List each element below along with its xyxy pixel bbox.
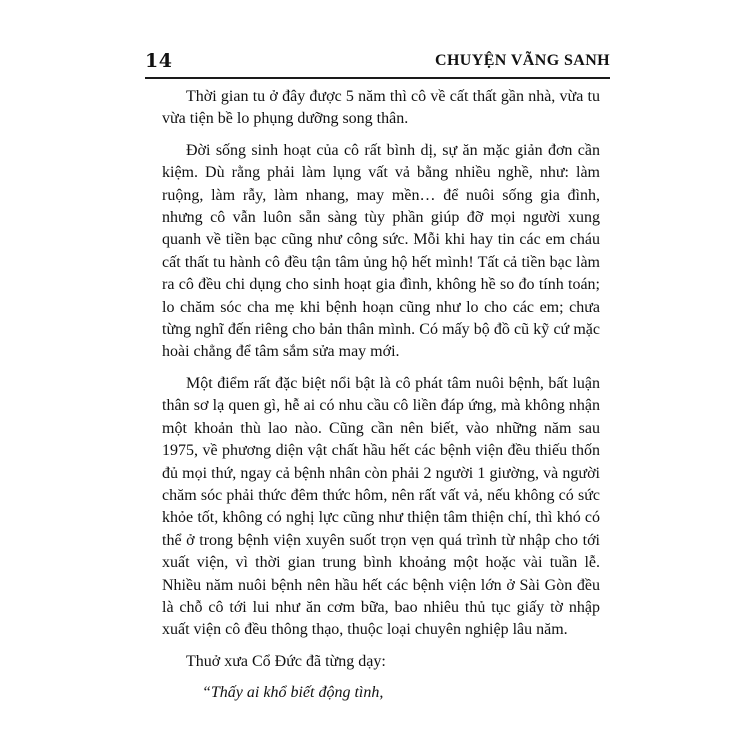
paragraph-4: Thuở xưa Cổ Đức đã từng dạy: (186, 652, 386, 670)
running-title: CHUYỆN VÃNG SANH (434, 52, 610, 69)
paragraph-1: Thời gian tu ở đây được 5 năm thì cô về cất thất gần nhà, vừa tu vừa tiện bề lo phụng dưỡng song thân. (162, 88, 600, 128)
header-rule (145, 77, 610, 79)
body-text (162, 86, 600, 705)
paragraph-3: Một điểm rất đặc biệt nổi bật là cô phát tâm nuôi bệnh, bất luận thân sơ lạ quen gì, hễ ai có nhu cầu cô liền đáp ứng, mà không nhận một khoản thù lao nào. Cũng cần nên biết, vào những năm sau 1975, về phương diện vật chất hầu hết các bệnh viện đều thiếu thốn đủ mọi thứ, ngay cả bệnh nhân còn phải 2 người 1 giường, và người chăm sóc phải thức đêm thức hôm, nên rất vất vả, nếu không có sức khỏe tốt, không có nghị lực cũng như thiện tâm thiện chí, thì khó có thể ở trong bệnh viện xuyên suốt trọn vẹn quá trình từ nhập cho tới xuất viện, vì thời gian trung bình khoảng một hoặc vài tuần lễ. Nhiều năm nuôi bệnh nên hầu hết các bệnh viện lớn ở Sài Gòn đều là chỗ cô tới lui như ăn cơm bữa, bao nhiêu thủ tục giấy tờ nhập xuất viện cô đều thông thạo, thuộc loại chuyên nghiệp lâu năm. (162, 374, 600, 639)
quote-line: “Thấy ai khổ biết động tình, (202, 684, 384, 702)
page-header (145, 44, 610, 78)
page-number: 14 (145, 50, 173, 72)
paragraph-2: Đời sống sinh hoạt của cô rất bình dị, sự ăn mặc giản đơn cần kiệm. Dù rằng phải làm lụng vất vả bằng nhiều nghề, như: làm ruộng, làm rẫy, làm nhang, may mền… để nuôi sống gia đình, nhưng cô vẫn luôn sẵn sàng tùy phần giúp đỡ mọi người xung quanh về tiền bạc cũng như công sức. Mỗi khi hay tin các em cháu cất thất tu hành cô đều tận tâm ủng hộ hết mình! Tất cả tiền bạc làm ra cô đều chi dụng cho sinh hoạt gia đình, không hề so đo tính toán; lo chăm sóc cha mẹ khi bệnh hoạn cũng như lo cho các em; chưa từng nghĩ đến riêng cho bản thân mình. Có mấy bộ đồ cũ kỹ cứ mặc hoài chẳng để tâm sắm sửa may mới. (162, 141, 600, 361)
